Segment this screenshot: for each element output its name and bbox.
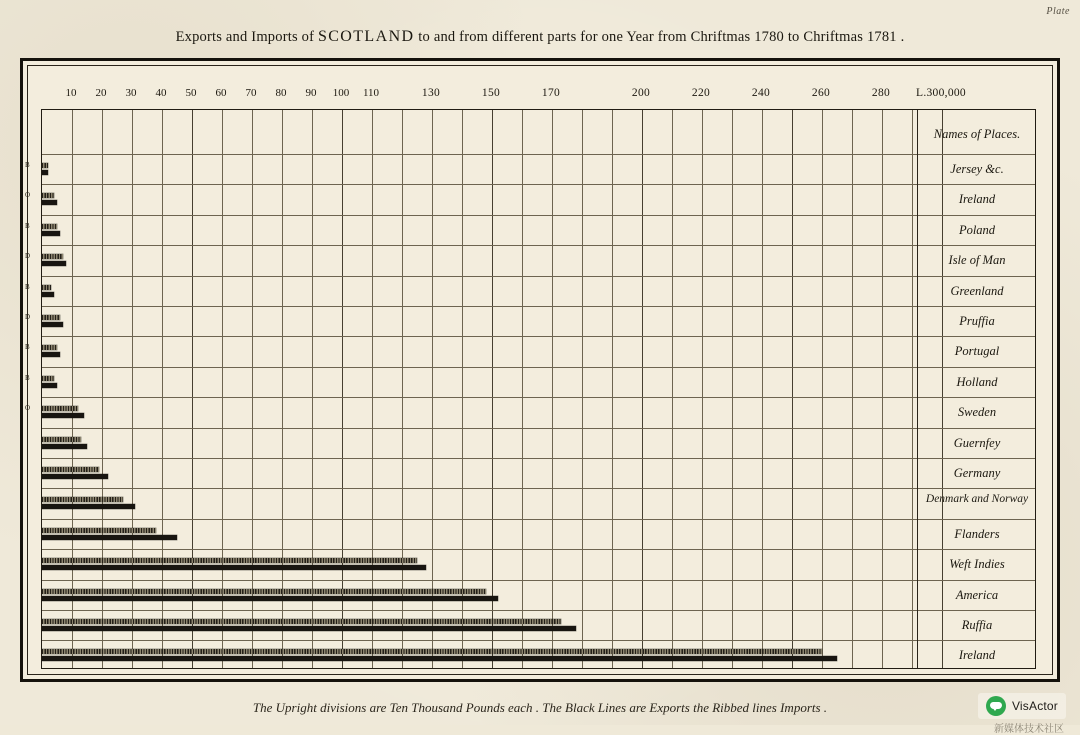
- x-tick-70: 70: [245, 87, 257, 99]
- edge-mark: B: [25, 221, 30, 230]
- x-tick-130: 130: [421, 87, 441, 99]
- bar-exports: [42, 474, 108, 479]
- x-tick-50: 50: [185, 87, 197, 99]
- name-row: Ireland: [958, 648, 996, 663]
- name-row: Ireland: [958, 192, 996, 207]
- title-emphasis: SCOTLAND: [317, 28, 415, 45]
- footnote: The Upright divisions are Ten Thousand Pounds each . The Black Lines are Exports the Ribbed lines Imports .: [252, 700, 828, 715]
- bar-exports: [42, 352, 60, 357]
- bar-imports: [42, 497, 123, 502]
- bar-exports: [42, 292, 54, 297]
- edge-mark: D: [25, 313, 31, 321]
- x-tick-110: 110: [362, 87, 380, 99]
- x-tick-240: 240: [751, 87, 771, 99]
- x-tick-60: 60: [215, 87, 227, 99]
- bar-imports: [42, 467, 99, 472]
- title-after: to and from different parts for one Year from Chriftmas 1780 to Chriftmas 1781 .: [414, 29, 905, 45]
- bar-imports: [42, 345, 57, 350]
- names-column: [917, 110, 1036, 668]
- x-tick-220: 220: [691, 87, 711, 99]
- edge-mark: O: [25, 191, 31, 200]
- name-row: Ruffia: [961, 618, 993, 632]
- name-row: Germany: [953, 466, 1001, 480]
- plate-number: Plate: [1046, 6, 1070, 17]
- bar-imports: [42, 315, 60, 320]
- plot-area: [41, 109, 1036, 669]
- x-tick-40: 40: [155, 87, 167, 99]
- x-tick-200: 200: [631, 87, 651, 99]
- x-tick-150: 150: [481, 87, 501, 99]
- x-tick-260: 260: [811, 87, 831, 99]
- names-column-header: Names of Places.: [933, 127, 1021, 141]
- bar-exports: [42, 261, 66, 266]
- name-row: Weft Indies: [949, 557, 1005, 572]
- x-axis-ticks: [23, 87, 1055, 105]
- x-tick-10: 10: [65, 87, 77, 99]
- name-row: Pruffia: [959, 314, 995, 328]
- wechat-icon: [986, 696, 1006, 716]
- x-tick-30: 30: [125, 87, 137, 99]
- bar-exports: [42, 535, 177, 540]
- bar-exports: [42, 626, 576, 631]
- bar-exports: [42, 200, 57, 205]
- x-tick-280: 280: [871, 87, 891, 99]
- edge-mark: O: [25, 404, 31, 413]
- bar-exports: [42, 504, 135, 509]
- watermark: [978, 693, 1066, 719]
- name-row: Holland: [956, 374, 998, 389]
- name-row: Sweden: [957, 405, 997, 420]
- bar-exports: [42, 444, 87, 449]
- bar-exports: [42, 383, 57, 388]
- edge-mark: B: [25, 343, 30, 352]
- watermark-sub: 新媒体技术社区: [994, 724, 1064, 735]
- name-row: Denmark and Norway: [925, 493, 1029, 506]
- bar-imports: [42, 406, 78, 411]
- x-tick-L300000: L.300,000: [916, 87, 966, 99]
- bar-imports: [42, 649, 822, 654]
- page-title: [0, 28, 1080, 46]
- watermark-label: VisActor: [1011, 699, 1058, 713]
- bar-series: [42, 110, 1035, 668]
- bar-exports: [42, 413, 84, 418]
- x-tick-20: 20: [95, 87, 107, 99]
- bar-exports: [42, 322, 63, 327]
- bar-imports: [42, 558, 417, 563]
- bar-imports: [42, 193, 54, 198]
- bar-exports: [42, 170, 48, 175]
- bar-imports: [42, 224, 57, 229]
- title-before: Exports and Imports of: [175, 29, 318, 45]
- bar-imports: [42, 437, 81, 442]
- bar-imports: [42, 528, 156, 533]
- x-tick-100: 100: [332, 87, 350, 99]
- bar-exports: [42, 231, 60, 236]
- x-tick-90: 90: [305, 87, 317, 99]
- bar-exports: [42, 656, 837, 661]
- name-row: Guernfey: [953, 435, 1001, 450]
- edge-mark: D: [25, 252, 31, 261]
- bar-exports: [42, 565, 426, 570]
- name-row: Flanders: [954, 526, 1000, 541]
- bar-imports: [42, 285, 51, 290]
- name-row: Greenland: [950, 283, 1004, 298]
- bar-imports: [42, 254, 63, 259]
- x-tick-80: 80: [275, 87, 287, 99]
- chart-plate: [20, 58, 1060, 682]
- edge-mark: B: [25, 282, 30, 291]
- edge-mark: B: [25, 161, 30, 169]
- name-row: Jersey &c.: [950, 162, 1004, 176]
- edge-mark: B: [25, 373, 30, 382]
- name-row: Portugal: [954, 344, 1000, 359]
- bar-imports: [42, 589, 486, 594]
- bar-imports: [42, 619, 561, 624]
- name-row: Isle of Man: [948, 253, 1006, 268]
- name-row: America: [955, 587, 999, 602]
- bar-imports: [42, 376, 54, 381]
- bar-exports: [42, 596, 498, 601]
- x-tick-170: 170: [541, 87, 561, 99]
- bar-imports: [42, 163, 48, 168]
- edge-marks: [25, 109, 41, 669]
- name-row: Poland: [958, 222, 996, 237]
